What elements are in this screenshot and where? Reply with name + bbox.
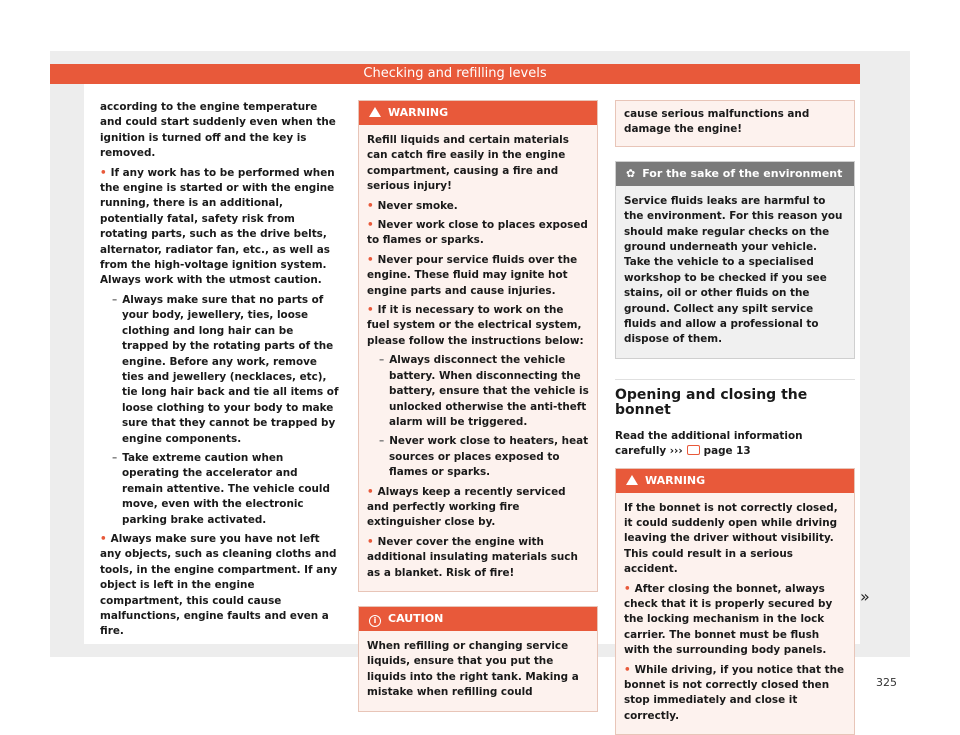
bullet-item: • Never pour service fluids over the engine. These fluid may ignite hot engine parts and cause injuries. bbox=[367, 253, 589, 299]
bullet-item: • Never cover the engine with additional insulating materials such as a blanket. Risk of fire! bbox=[367, 535, 589, 581]
environment-box bbox=[615, 161, 855, 359]
warning-box bbox=[615, 468, 855, 735]
dash-item: – Take extreme caution when operating the accelerator and remain attentive. The vehicle could move, even with the electronic parking brake activated. bbox=[100, 451, 340, 528]
column-3 bbox=[615, 100, 855, 735]
warning-box bbox=[358, 100, 598, 592]
dash-item: – Always disconnect the vehicle battery. When disconnecting the battery, ensure that the vehicle is unlocked otherwise the anti-theft alarm will be triggered. bbox=[367, 353, 589, 430]
bullet-item: • While driving, if you notice that the bonnet is not correctly closed then stop immediately and close it correctly. bbox=[624, 663, 846, 725]
leaf-icon: ✿ bbox=[626, 162, 635, 186]
warning-header: WARNING bbox=[616, 469, 854, 493]
section-header: Checking and refilling levels bbox=[50, 64, 860, 84]
bullet-item: • Always make sure you have not left any objects, such as cleaning cloths and tools, in the engine compartment. If any object is left in the engine compartment, this could cause malfunctions, engine faults and even a fire. bbox=[100, 532, 340, 640]
page-reference-link[interactable]: page 13 bbox=[704, 445, 751, 457]
bullet-item: • If it is necessary to work on the fuel system or the electrical system, please follow the instructions below: bbox=[367, 303, 589, 349]
bullet-item: • After closing the bonnet, always check that it is properly secured by the locking mechanism in the lock carrier. The bonnet must be flush with the surrounding body panels. bbox=[624, 582, 846, 659]
environment-header: ✿ For the sake of the environment bbox=[616, 162, 854, 186]
caution-continued bbox=[615, 100, 855, 147]
column-1 bbox=[100, 100, 340, 644]
column-2 bbox=[358, 100, 598, 712]
page-number: 325 bbox=[876, 676, 897, 689]
environment-body bbox=[616, 186, 854, 358]
dash-item: – Always make sure that no parts of your body, jewellery, ties, loose clothing and long hair can be trapped by the rotating parts of the engine. Before any work, remove ties and jewellery (necklaces, etc), tie long hair back and tie all items of loose clothing to your body to make sure that they cannot be trapped by engine components. bbox=[100, 293, 340, 447]
warning-header: WARNING bbox=[359, 101, 597, 125]
section-title: Opening and closing the bonnet bbox=[615, 379, 855, 419]
continue-arrow: » bbox=[860, 587, 870, 606]
paragraph: according to the engine temperature and could start suddenly even when the ignition is turned off and the key is removed. bbox=[100, 100, 340, 162]
bullet-item: • Never smoke. bbox=[367, 199, 589, 214]
paragraph: If the bonnet is not correctly closed, it could suddenly open while driving leaving the driver without visibility. This could result in a serious accident. bbox=[624, 501, 846, 578]
page-content bbox=[84, 84, 860, 644]
info-icon: i bbox=[369, 615, 381, 627]
paragraph: cause serious malfunctions and damage the engine! bbox=[624, 107, 846, 138]
caution-box bbox=[358, 606, 598, 712]
paragraph: When refilling or changing service liquids, ensure that you put the liquids into the right tank. Making a mistake when refilling could bbox=[367, 639, 589, 701]
bullet-item: • If any work has to be performed when the engine is started or with the engine running, there is an additional, potentially fatal, safety risk from rotating parts, such as the drive belts, alternator, radiator fan, etc., as well as from the high-voltage ignition system. Always work with the utmost caution. bbox=[100, 166, 340, 289]
caution-body bbox=[359, 631, 597, 711]
caution-header: i CAUTION bbox=[359, 607, 597, 631]
paragraph: Refill liquids and certain materials can catch fire easily in the engine compartment, causing a fire and serious injury! bbox=[367, 133, 589, 195]
read-more-line: Read the additional information carefully ››› page 13 bbox=[615, 429, 855, 460]
warning-body bbox=[616, 493, 854, 735]
dash-item: – Never work close to heaters, heat sources or places exposed to flames or sparks. bbox=[367, 434, 589, 480]
book-reference-icon bbox=[687, 445, 700, 455]
warning-triangle-icon bbox=[369, 107, 381, 117]
paragraph: Service fluids leaks are harmful to the environment. For this reason you should make regular checks on the ground underneath your vehicle. Take the vehicle to a specialised workshop to be checked if you see stains, oil or other fluids on the ground. Collect any spilt service fluids and allow a professional to dispose of them. bbox=[624, 194, 846, 348]
bullet-item: • Always keep a recently serviced and perfectly working fire extinguisher close by. bbox=[367, 485, 589, 531]
bullet-item: • Never work close to places exposed to flames or sparks. bbox=[367, 218, 589, 249]
warning-triangle-icon bbox=[626, 475, 638, 485]
warning-body bbox=[359, 125, 597, 591]
